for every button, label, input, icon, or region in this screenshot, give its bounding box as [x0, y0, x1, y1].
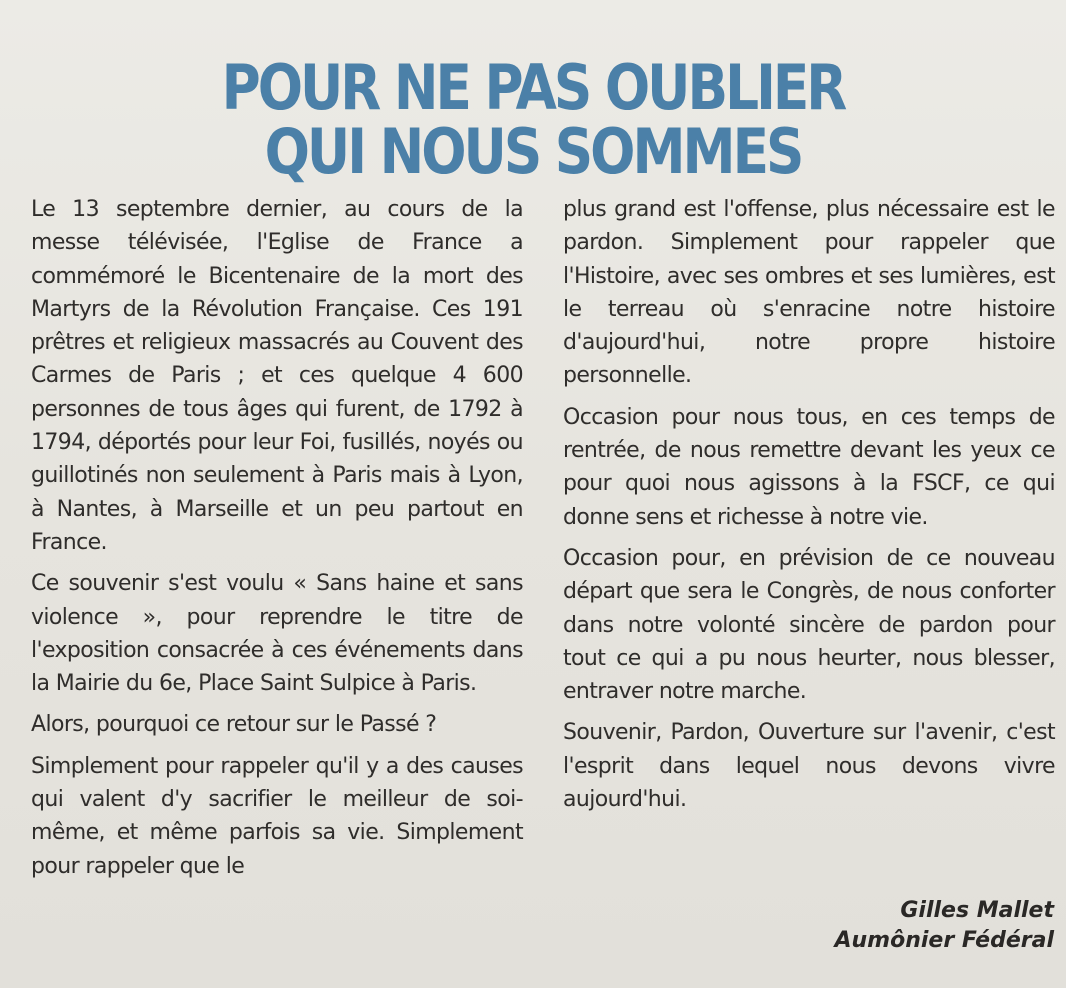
- right-paragraph-4: Souvenir, Pardon, Ouverture sur l'avenir, c'est l'esprit dans lequel nous devons vivre aujourd'hui.: [563, 720, 1055, 813]
- left-paragraph-1: Le 13 septembre dernier, au cours de la messe télévisée, l'Eglise de France a commémoré le Bicentenaire de la mort des Martyrs de la Révolution Française. Ces 191 prêtres et religieux massacrés au Couvent des Carmes de Paris ; et ces quelque 4 600 personnes de tous âges qui furent, de 1792 à 1794, déportés pour leur Foi, fusillés, noyés ou guillotinés non seulement à Paris mais à Lyon, à Nantes, à Marseille et un peu partout en France.: [31, 197, 523, 555]
- left-paragraph-4: Simplement pour rappeler qu'il y a des causes qui valent d'y sacrifier le meilleur de soi-même, et même parfois sa vie. Simplement pour rappeler que le: [31, 753, 523, 879]
- right-paragraph-3: Occasion pour, en prévision de ce nouveau départ que sera le Congrès, de nous conforter dans notre volonté sincère de pardon pour tout ce qui a pu nous heurter, nous blesser, entraver notre marche.: [563, 545, 1055, 705]
- left-paragraph-3: Alors, pourquoi ce retour sur le Passé ?: [31, 712, 437, 738]
- right-column: [563, 193, 1055, 824]
- signature-name: Gilles Mallet: [900, 898, 1054, 923]
- article-title: [75, 50, 992, 188]
- right-paragraph-2: Occasion pour nous tous, en ces temps de rentrée, de nous remettre devant les yeux ce pour quoi nous agissons à la FSCF, ce qui donne sens et richesse à notre vie.: [563, 404, 1055, 530]
- title-line-1: POUR NE PAS OUBLIER: [221, 50, 845, 124]
- right-paragraph-1: plus grand est l'offense, plus nécessaire est le pardon. Simplement pour rappeler que l'Histoire, avec ses ombres et ses lumières, est le terreau où s'enracine notre histoire d'aujourd'hui, notre propre histoire personnelle.: [563, 197, 1055, 389]
- left-paragraph-2: Ce souvenir s'est voulu « Sans haine et sans violence », pour reprendre le titre de l'exposition consacrée à ces événements dans la Mairie du 6e, Place Saint Sulpice à Paris.: [31, 571, 523, 697]
- title-line-2: QUI NOUS SOMMES: [264, 114, 802, 188]
- signature: [834, 896, 1054, 956]
- left-column: [31, 193, 523, 891]
- signature-role: Aumônier Fédéral: [834, 928, 1054, 953]
